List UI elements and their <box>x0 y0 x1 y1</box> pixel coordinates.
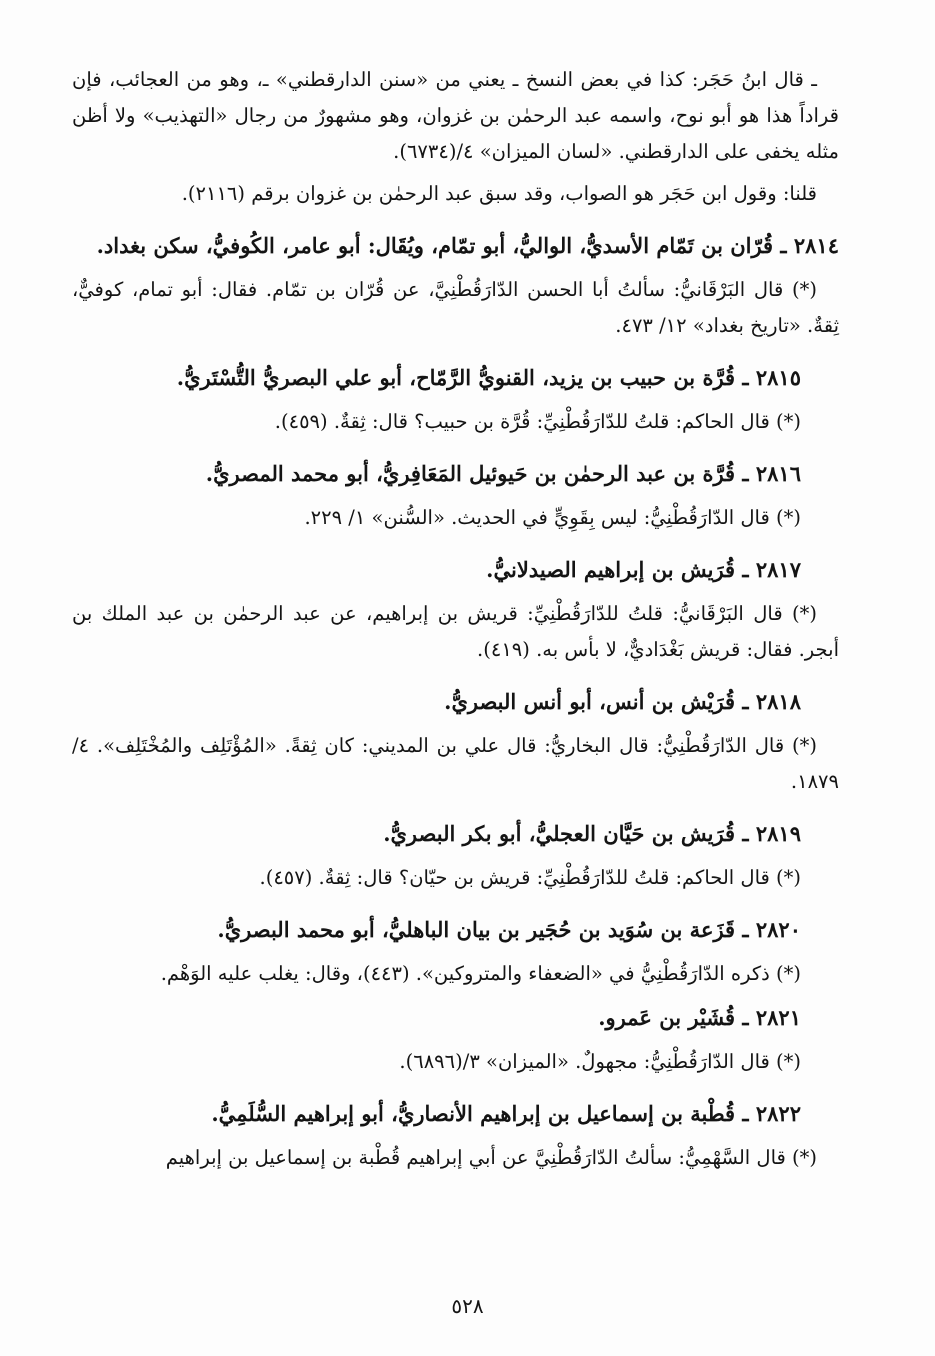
entry-heading: ٢٨١٨ ـ قُرَيْش بن أنس، أبو أنس البصريُّ. <box>444 689 801 714</box>
entry-2814 <box>72 226 839 344</box>
entry-heading: ٢٨١٦ ـ قُرَّة بن عبد الرحمٰن بن حَيوئيل المَعَافِريُّ، أبو محمد المصريُّ. <box>205 461 801 486</box>
entry-body: (*) قال السَّهْمِيُّ: سألتُ الدّارَقُطْنِيَّ عن أبي إبراهيم قُطْبة بن إسماعيل بن إبراهيم <box>165 1146 817 1169</box>
entry-2816 <box>72 454 839 536</box>
entry-body: (*) قال الحاكم: قلتُ للدّارَقُطْنِيِّ: قُرَّة بن حبيب؟ قال: ثِقةٌ. (٤٥٩). <box>274 410 801 433</box>
entry-2817 <box>72 550 839 668</box>
entry-body: (*) قال الحاكم: قلتُ للدّارَقُطْنِيِّ: قريش بن حيّان؟ قال: ثِقةٌ. (٤٥٧). <box>259 866 801 889</box>
entry-2822 <box>72 1094 839 1176</box>
page-number: ٥٢٨ <box>451 1294 484 1318</box>
entry-body: (*) ذكره الدّارَقُطْنِيُّ في «الضعفاء والمتروكين». (٤٤٣)، وقال: يغلب عليه الوَهْم. <box>160 962 801 985</box>
entry-2820 <box>72 910 839 992</box>
entry-2821 <box>72 998 839 1080</box>
entry-2815 <box>72 358 839 440</box>
entry-heading: ٢٨٢٠ ـ قَزَعة بن سُوَيد بن حُجَير بن بيان الباهليُّ، أبو محمد البصريُّ. <box>217 917 801 942</box>
entry-heading: ٢٨٢٢ ـ قُطْبة بن إسماعيل بن إبراهيم الأنصاريُّ، أبو إبراهيم السُّلَمِيُّ. <box>211 1101 801 1126</box>
page-text <box>72 62 839 1176</box>
entry-heading: ٢٨٢١ ـ قُشَيْر بن عَمرو. <box>598 1005 801 1030</box>
entry-heading: ٢٨١٥ ـ قُرَّة بن حبيب بن يزيد، القنويُّ الرَّمّاح، أبو علي البصريُّ التُّسْتَريُّ. <box>176 365 801 390</box>
entry-2818 <box>72 682 839 800</box>
entry-body: (*) قال الدّارَقُطْنِيُّ: مجهولٌ. «الميزان» ٣/(٦٨٩٦). <box>399 1050 801 1073</box>
entry-2819 <box>72 814 839 896</box>
entry-body: (*) قال الدّارَقُطْنِيُّ: ليس بِقَوِيٍّ في الحديث. «السُّنن» ١/ ٢٢٩. <box>304 506 801 529</box>
entry-heading: ٢٨١٧ ـ قُرَيش بن إبراهيم الصيدلانيُّ. <box>486 557 801 582</box>
entry-body: (*) قال البَرْقَانيُّ: قلتُ للدّارَقُطْنِيِّ: قريش بن إبراهيم، عن عبد الرحمٰن بن عبد الملك بن أبجر. فقال: قريش بَغْدَاديٌّ، لا بأس به. (٤١٩). <box>72 602 839 661</box>
entry-heading: ٢٨١٤ ـ قُرّان بن تَمّام الأسديُّ، الواليُّ، أبو تمّام، ويُقَال: أبو عامر، الكُوفيُّ، سكن بغداد. <box>96 233 839 258</box>
entry-body: (*) قال الدّارَقُطْنِيُّ: قال البخاريُّ: قال علي بن المديني: كان ثِقةً. «المُؤْتَلِف والمُخْتَلِف». ٤/ ١٨٧٩. <box>72 734 839 793</box>
paragraph-editors-note: قلنا: وقول ابن حَجَر هو الصواب، وقد سبق عبد الرحمٰن بن غزوان برقم (٢١١٦). <box>181 182 817 205</box>
entry-heading: ٢٨١٩ ـ قُرَيش بن حَيَّان العجليُّ، أبو بكر البصريُّ. <box>383 821 801 846</box>
entry-body: (*) قال البَرْقَانيُّ: سألتُ أبا الحسن الدّارَقُطْنِيَّ، عن قُرّان بن تمّام. فقال: أبو تمام، كوفيٌّ، ثِقةٌ. «تاريخ بغداد» ١٢/ ٤٧٣. <box>72 278 839 337</box>
paragraph-ibn-hajar-quote: ـ قال ابنُ حَجَر: كذا في بعض النسخ ـ يعني من «سنن الدارقطني» ـ، وهو من العجائب، فإن قراداً هذا هو أبو نوح، واسمه عبد الرحمٰن بن غزوان، وهو مشهورٌ من رجال «التهذيب» ولا أظن مثله يخفى على الدارقطني. «لسان الميزان» ٤/(٦٧٣٤). <box>72 68 839 163</box>
